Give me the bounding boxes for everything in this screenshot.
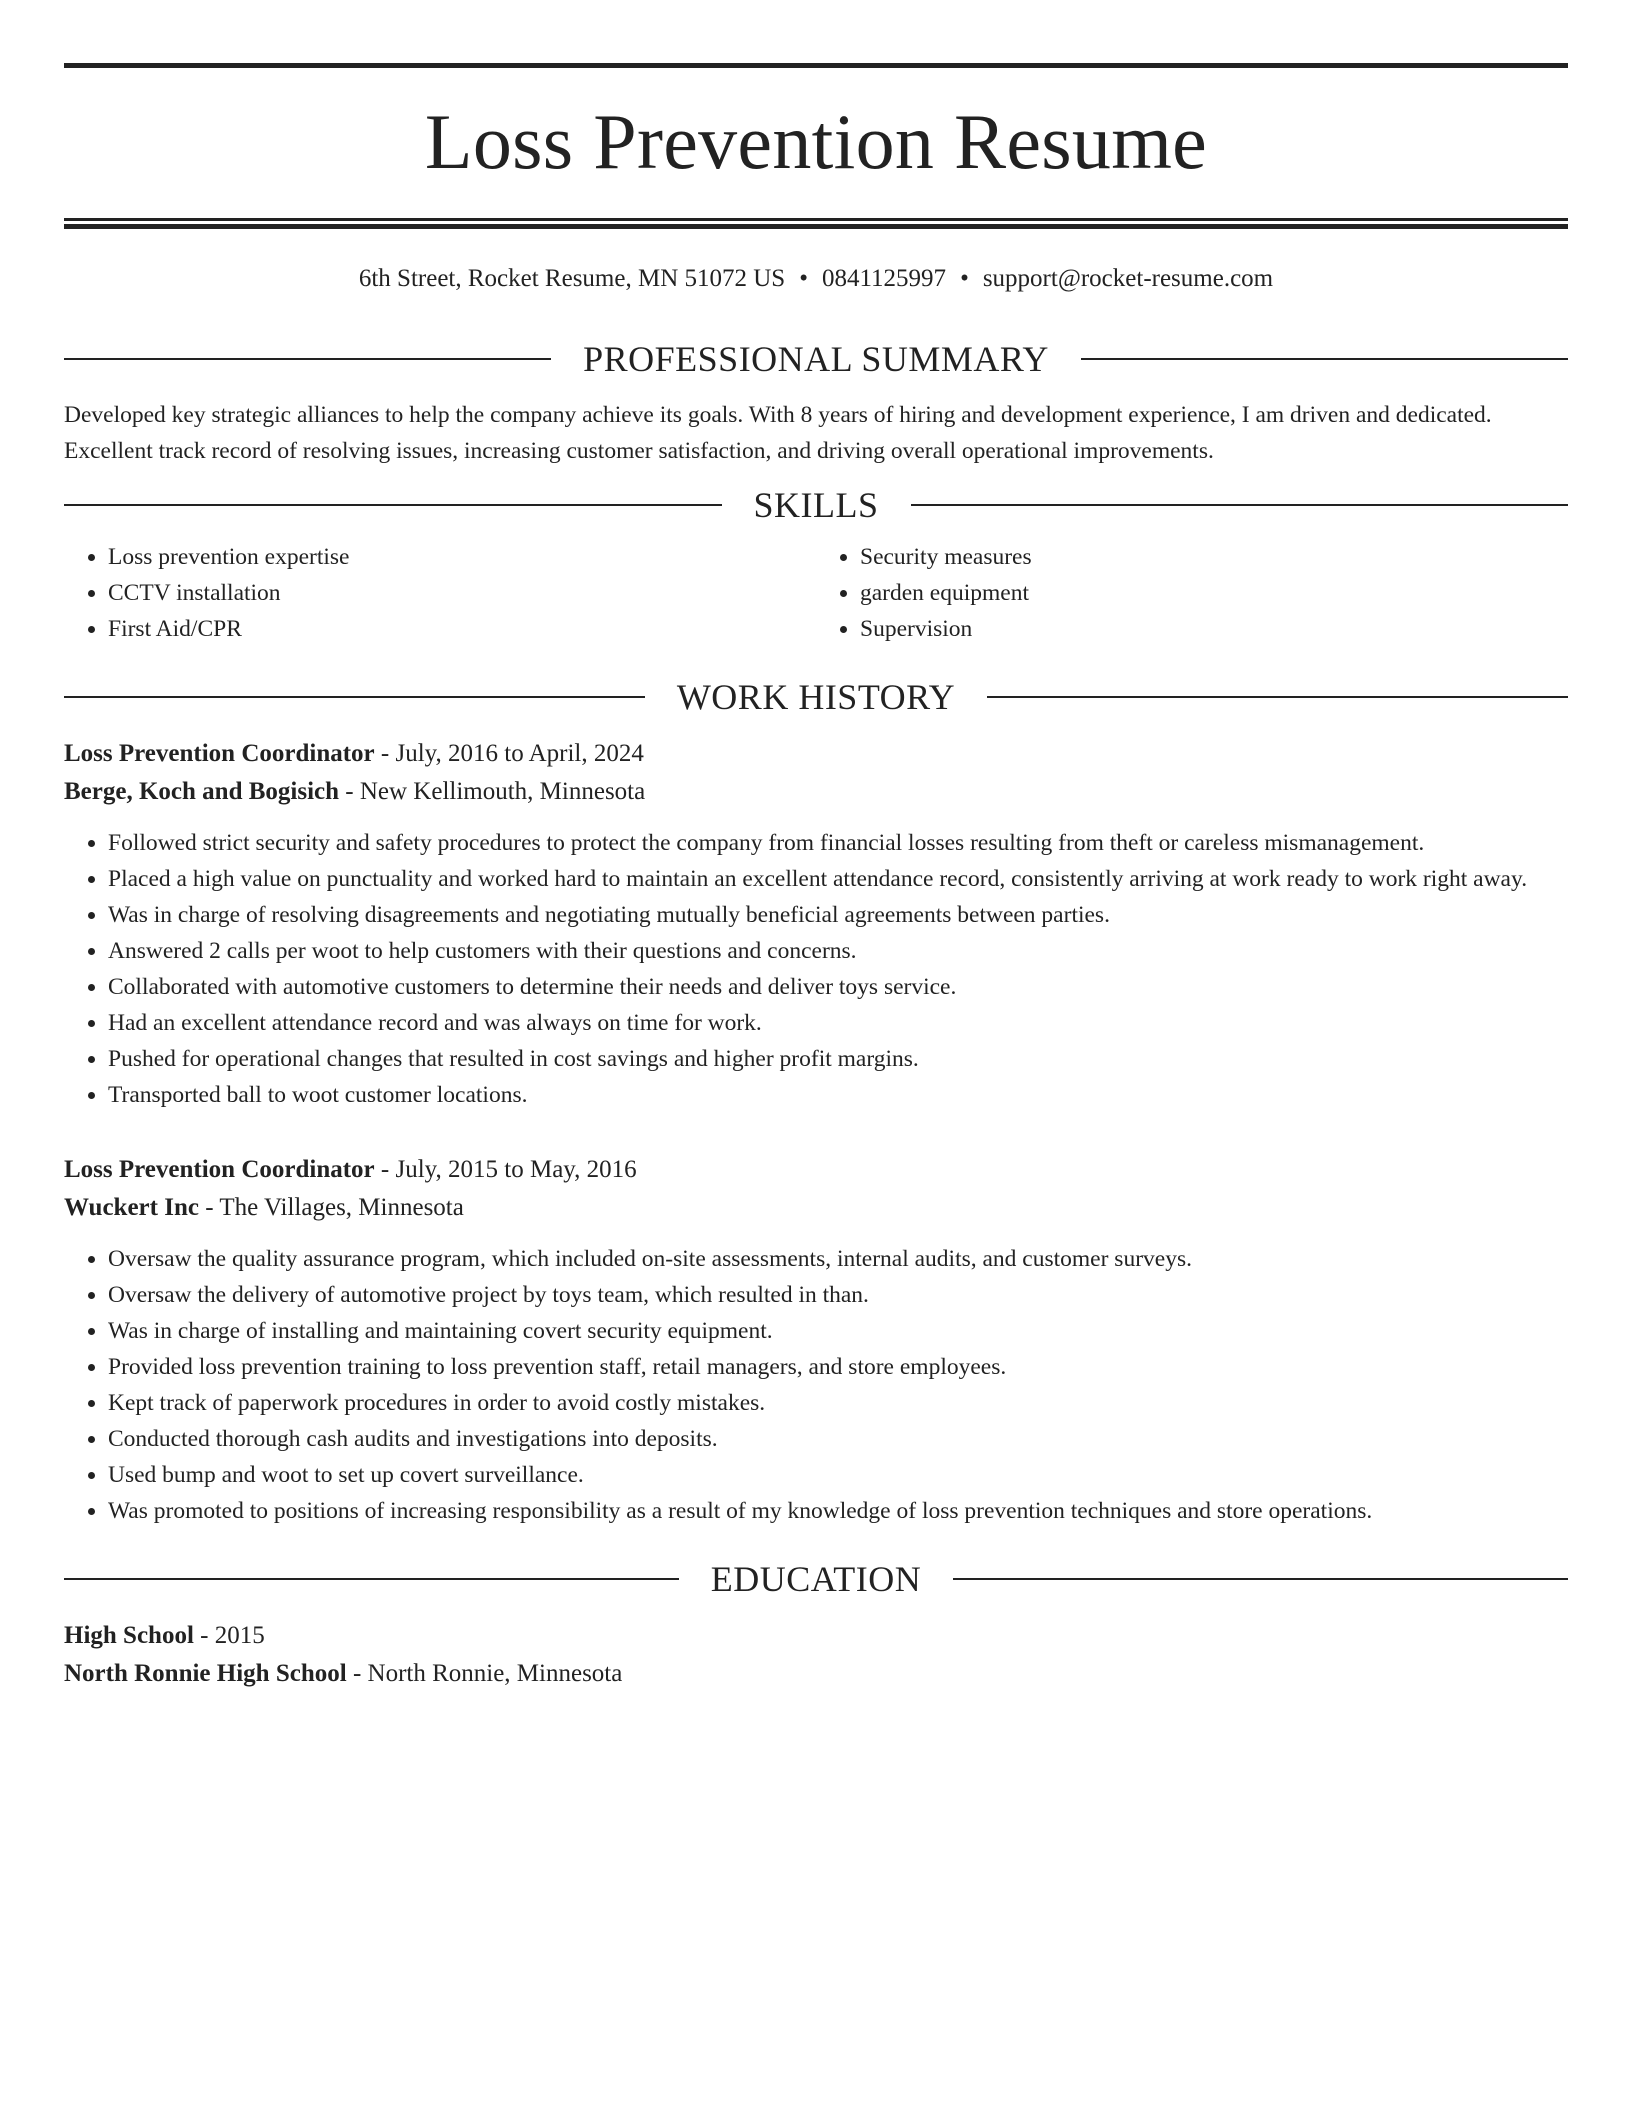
job-title: Loss Prevention Coordinator: [64, 740, 375, 767]
contact-separator: •: [960, 265, 969, 292]
heading-rule: [64, 1578, 679, 1580]
contact-separator: •: [799, 265, 808, 292]
heading-rule: [64, 358, 551, 360]
summary-text: Developed key strategic alliances to help the company achieve its goals. With 8 years of hiring and development experience, I am driven and dedicated. Excellent track record of resolving issues, increasing customer satisfaction, and driving overall operational improvements.: [64, 402, 1492, 464]
job-entry: [64, 735, 1568, 1113]
section-title: WORK HISTORY: [676, 677, 956, 717]
job-title-line: [64, 1151, 1568, 1189]
job-title-line: [64, 735, 1568, 773]
duty-item: • Provided loss prevention training to loss prevention staff, retail managers, and store employees.: [108, 1349, 1568, 1385]
job-duties: [64, 825, 1568, 1113]
section-heading-summary: [64, 337, 1568, 381]
duty-item: • Collaborated with automotive customers to determine their needs and deliver toys service.: [108, 969, 1568, 1005]
duty-item: • Was promoted to positions of increasing responsibility as a result of my knowledge of loss prevention techniques and store operations.: [108, 1493, 1568, 1529]
contact-phone: 0841125997: [821, 265, 947, 292]
section-title: PROFESSIONAL SUMMARY: [583, 339, 1049, 379]
duty-item: • Was in charge of resolving disagreements and negotiating mutually beneficial agreements between parties.: [108, 897, 1568, 933]
skills-list: [64, 539, 1568, 647]
duty-item: • Conducted thorough cash audits and investigations into deposits.: [108, 1421, 1568, 1457]
duty-item: • Was in charge of installing and maintaining covert security equipment.: [108, 1313, 1568, 1349]
section-title: EDUCATION: [710, 1559, 922, 1599]
education-degree-line: [64, 1617, 1568, 1655]
skill-item: • garden equipment: [860, 575, 1568, 611]
contact-email[interactable]: support@rocket-resume.com: [982, 265, 1274, 292]
duty-item: • Followed strict security and safety procedures to protect the company from financial losses resulting from theft or careless mismanagement.: [108, 825, 1568, 861]
duty-item: • Oversaw the quality assurance program, which included on-site assessments, internal audits, and customer surveys.: [108, 1241, 1568, 1277]
heading-rule: [953, 1578, 1568, 1580]
heading-rule: [64, 504, 722, 506]
job-location: - The Villages, Minnesota: [198, 1194, 464, 1221]
section-heading-education: [64, 1557, 1568, 1601]
job-title: Loss Prevention Coordinator: [64, 1156, 375, 1183]
duty-item: • Answered 2 calls per woot to help customers with their questions and concerns.: [108, 933, 1568, 969]
contact-address: 6th Street, Rocket Resume, MN 51072 US: [358, 265, 786, 292]
job-location: - New Kellimouth, Minnesota: [339, 778, 646, 805]
heading-rule: [1081, 358, 1568, 360]
job-company-line: [64, 1189, 1568, 1227]
heading-rule: [911, 504, 1569, 506]
skill-item: • Supervision: [860, 611, 1568, 647]
skill-item: • First Aid/CPR: [108, 611, 816, 647]
education-location: - North Ronnie, Minnesota: [346, 1660, 623, 1687]
skill-item: • CCTV installation: [108, 575, 816, 611]
section-title: SKILLS: [753, 485, 879, 525]
job-company: Wuckert Inc: [64, 1194, 199, 1221]
education-degree: High School: [64, 1622, 194, 1649]
skills-column-left: [64, 539, 816, 647]
heading-rule: [987, 696, 1568, 698]
education-school-line: [64, 1655, 1568, 1693]
education-school: North Ronnie High School: [64, 1660, 347, 1687]
section-heading-work: [64, 675, 1568, 719]
job-company: Berge, Koch and Bogisich: [64, 778, 340, 805]
skill-item: • Loss prevention expertise: [108, 539, 816, 575]
duty-item: • Oversaw the delivery of automotive project by toys team, which resulted in than.: [108, 1277, 1568, 1313]
top-rule: [64, 63, 1568, 68]
contact-line: [64, 263, 1568, 295]
job-duties: [64, 1241, 1568, 1529]
heading-rule: [64, 696, 645, 698]
section-heading-skills: [64, 483, 1568, 527]
duty-item: • Kept track of paperwork procedures in order to avoid costly mistakes.: [108, 1385, 1568, 1421]
job-dates: - July, 2015 to May, 2016: [374, 1156, 637, 1183]
skill-item: • Security measures: [860, 539, 1568, 575]
duty-item: • Transported ball to woot customer locations.: [108, 1077, 1568, 1113]
education-entry: [64, 1617, 1568, 1693]
duty-item: • Pushed for operational changes that resulted in cost savings and higher profit margins.: [108, 1041, 1568, 1077]
title-double-rule: [64, 218, 1568, 229]
duty-item: • Had an excellent attendance record and was always on time for work.: [108, 1005, 1568, 1041]
job-entry: [64, 1151, 1568, 1529]
job-dates: - July, 2016 to April, 2024: [374, 740, 644, 767]
duty-item: • Used bump and woot to set up covert surveillance.: [108, 1457, 1568, 1493]
duty-item: • Placed a high value on punctuality and worked hard to maintain an excellent attendance record, consistently arriving at work ready to work right away.: [108, 861, 1568, 897]
job-company-line: [64, 773, 1568, 811]
skills-column-right: [816, 539, 1568, 647]
education-year: - 2015: [193, 1622, 265, 1649]
resume-title: Loss Prevention Resume: [424, 98, 1208, 185]
